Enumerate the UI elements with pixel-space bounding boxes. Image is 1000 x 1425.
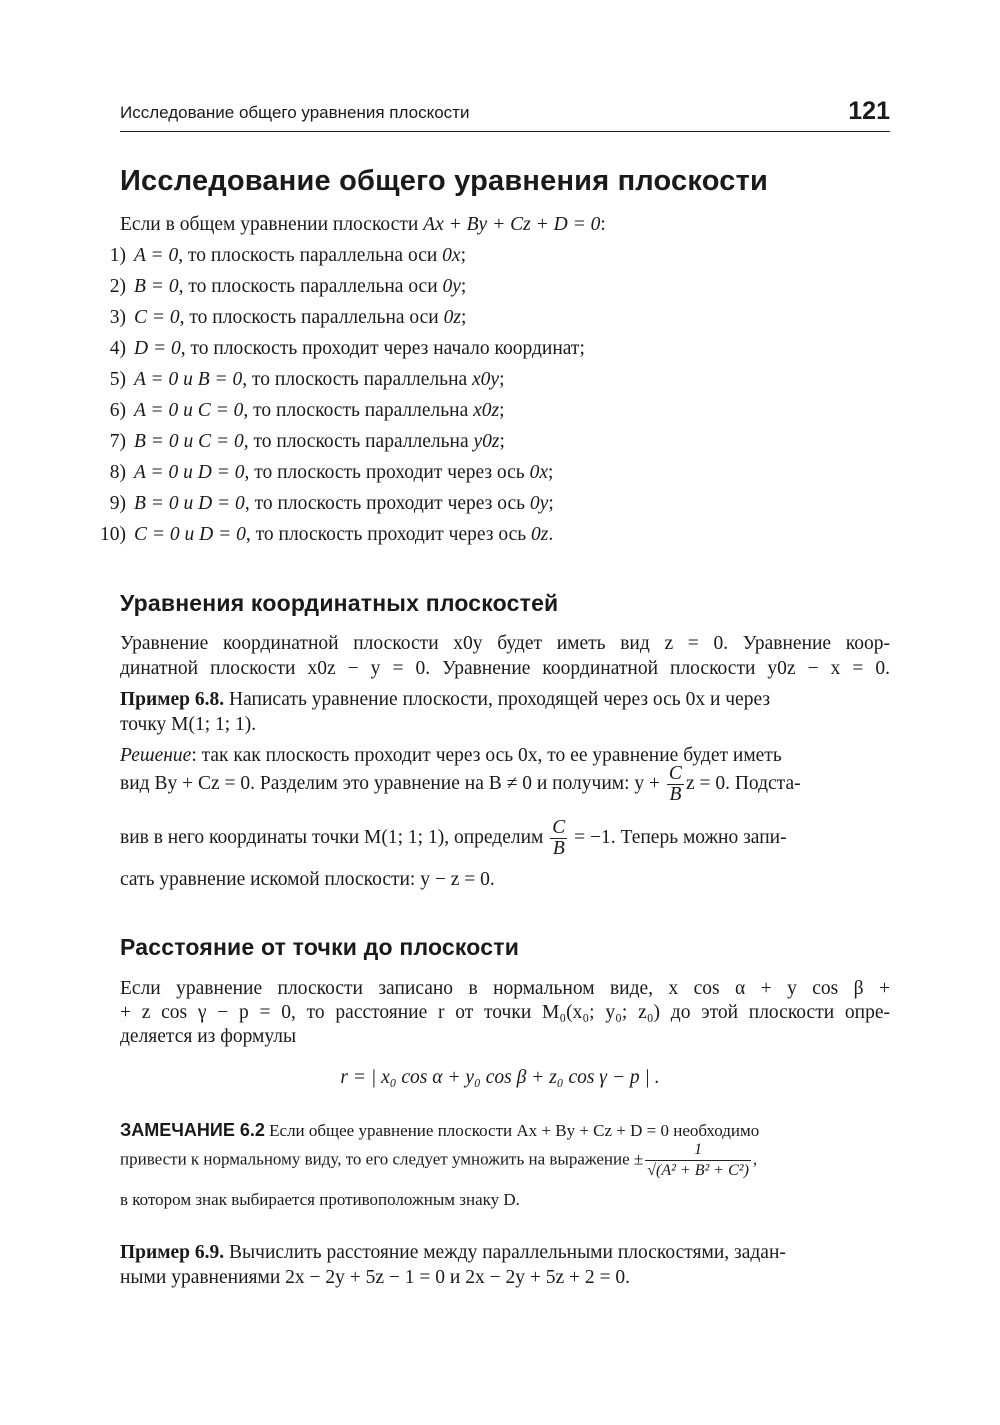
example-6-9-line-2: ными уравнениями 2x − 2y + 5z − 1 = 0 и 2x − 2y + 5z + 2 = 0. (120, 1267, 630, 1288)
note-text-2a: привести к нормальному виду, то его следует умножить на выражение ± (120, 1149, 644, 1169)
solution-text-2b: z = 0. Подста- (685, 772, 801, 794)
condition-number: 4) (109, 338, 126, 359)
condition-end: . (548, 524, 554, 545)
running-header: Исследование общего уравнения плоскости (120, 103, 470, 122)
condition-number: 7) (109, 431, 126, 452)
condition-expression: B = 0 и C = 0 (134, 431, 244, 452)
condition-text: , то плоскость проходит через ось (244, 462, 530, 483)
section-title-coordinate-planes: Уравнения координатных плоскостей (120, 590, 559, 616)
note-text-2b: , (752, 1149, 758, 1169)
note-label: ЗАМЕЧАНИЕ 6.2 (120, 1120, 265, 1140)
condition-item (100, 462, 553, 484)
condition-number: 8) (109, 462, 126, 483)
condition-end: ; (499, 431, 505, 452)
condition-text: , то плоскость параллельна оси (178, 276, 443, 297)
example-6-9-line-1 (120, 1242, 890, 1264)
page-number: 121 (848, 97, 890, 125)
example-6-8-line-2: точку M(1; 1; 1). (120, 714, 257, 735)
solution-text-2a: вид By + Cz = 0. Разделим это уравнение на B ≠ 0 и получим: y + (120, 772, 665, 794)
condition-object: 0z (443, 307, 461, 328)
condition-text: , то плоскость параллельна оси (178, 245, 443, 266)
section-title-general-equation: Исследование общего уравнения плоскости (120, 165, 769, 197)
condition-end: ; (548, 493, 554, 514)
condition-end: ; (547, 462, 554, 483)
fraction-numerator-2: C (552, 817, 566, 838)
solution-line-3 (120, 818, 787, 859)
solution-label: Решение (120, 745, 192, 766)
condition-text: , то плоскость параллельна (243, 431, 474, 452)
condition-expression: C = 0 и D = 0 (134, 524, 246, 545)
condition-item (100, 245, 466, 267)
condition-expression: B = 0 и D = 0 (134, 493, 245, 514)
example-6-9-label: Пример 6.9. (120, 1242, 225, 1263)
distance-line-3: деляется из формулы (120, 1026, 297, 1047)
condition-object: 0y (529, 493, 549, 514)
solution-text-1: : так как плоскость проходит через ось 0x, то ее уравнение будет иметь (191, 745, 782, 766)
condition-expression: D = 0 (134, 338, 181, 359)
condition-item (100, 400, 505, 422)
fraction-denominator-2: B (552, 838, 565, 859)
normalizing-denominator: √(A² + B² + C²) (647, 1162, 749, 1179)
condition-end: ; (499, 369, 505, 390)
note-line-1 (120, 1120, 890, 1141)
example-6-8-text: Написать уравнение плоскости, проходящей через ось 0x и через (224, 689, 771, 710)
condition-text: , то плоскость параллельна (243, 400, 474, 421)
condition-item (100, 307, 466, 329)
fraction-c-over-b-2 (550, 818, 567, 859)
condition-item (100, 369, 505, 391)
condition-expression: C = 0 (134, 307, 180, 328)
condition-number: 1) (109, 245, 126, 266)
condition-item (100, 276, 466, 298)
condition-number: 5) (109, 369, 126, 390)
condition-end: ; (579, 338, 585, 359)
condition-end: ; (460, 245, 466, 266)
condition-text: , то плоскость параллельна (242, 369, 473, 390)
condition-expression: B = 0 (134, 276, 179, 297)
condition-object: x0z (473, 400, 500, 421)
condition-object: y0z (473, 431, 500, 452)
condition-object: x0y (472, 369, 500, 390)
condition-expression: A = 0 и D = 0 (134, 462, 245, 483)
condition-item (100, 493, 554, 515)
note-line-2 (120, 1140, 757, 1181)
fraction-denominator: B (669, 784, 682, 805)
solution-text-3b: = −1. Теперь можно запи- (569, 826, 787, 848)
condition-expression: A = 0 (134, 245, 179, 266)
distance-line-1: Если уравнение плоскости записано в нормальном виде, x cos α + y cos β + (120, 978, 890, 999)
condition-text: , то плоскость проходит через ось (245, 524, 532, 545)
condition-object: 0y (442, 276, 461, 297)
header-rule (120, 131, 890, 132)
solution-text-3a: вив в него координаты точки M(1; 1; 1), определим (120, 826, 549, 848)
condition-number: 9) (109, 493, 126, 514)
example-6-8-label: Пример 6.8. (120, 689, 225, 710)
condition-text: , то плоскость проходит через начало координат (180, 338, 580, 359)
example-6-8-line-1 (120, 689, 890, 711)
intro-line (120, 214, 606, 236)
coord-planes-line-2: динатной плоскости x0z − y = 0. Уравнение координатной плоскости y0z − x = 0. (120, 658, 890, 679)
condition-end: ; (499, 400, 505, 421)
condition-object: 0x (442, 245, 461, 266)
condition-number: 2) (109, 276, 126, 297)
intro-end: : (600, 214, 606, 235)
coord-planes-line-1: Уравнение координатной плоскости x0y будет иметь вид z = 0. Уравнение коор- (120, 633, 890, 654)
condition-end: ; (460, 276, 467, 297)
condition-item (100, 524, 553, 546)
condition-text: , то плоскость параллельна оси (179, 307, 444, 328)
condition-number: 3) (109, 307, 126, 328)
note-text-1: Если общее уравнение плоскости Ax + By + Cz + D = 0 необходимо (264, 1121, 760, 1140)
intro-text: Если в общем уравнении плоскости (120, 214, 424, 235)
condition-item (100, 338, 585, 360)
section-title-distance: Расстояние от точки до плоскости (120, 934, 520, 960)
distance-formula: r = | x₀ cos α + y₀ cos β + z₀ cos γ − p | . (340, 1067, 660, 1088)
example-6-9-text-1: Вычислить расстояние между параллельными плоскостями, задан- (224, 1242, 786, 1263)
condition-expression: A = 0 и C = 0 (134, 400, 244, 421)
condition-expression: A = 0 и B = 0 (134, 369, 243, 390)
normalizing-numerator: 1 (645, 1140, 751, 1161)
condition-number: 10) (100, 524, 126, 545)
condition-text: , то плоскость проходит через ось (244, 493, 530, 514)
distance-line-2: + z cos γ − p = 0, то расстояние r от точки M₀(x₀; y₀; z₀) до этой плоскости опре- (120, 1002, 890, 1023)
solution-line-4: сать уравнение искомой плоскости: y − z = 0. (120, 869, 495, 890)
condition-number: 6) (109, 400, 126, 421)
fraction-numerator: C (668, 763, 682, 784)
intro-formula: Ax + By + Cz + D = 0 (423, 214, 601, 235)
fraction-c-over-b (667, 764, 684, 805)
normalizing-fraction (645, 1140, 751, 1181)
condition-end: ; (460, 307, 467, 328)
condition-object: 0z (531, 524, 549, 545)
note-line-3: в котором знак выбирается противоположным знаку D. (120, 1190, 520, 1209)
condition-item (100, 431, 505, 453)
solution-line-2 (120, 764, 801, 805)
condition-object: 0x (529, 462, 548, 483)
